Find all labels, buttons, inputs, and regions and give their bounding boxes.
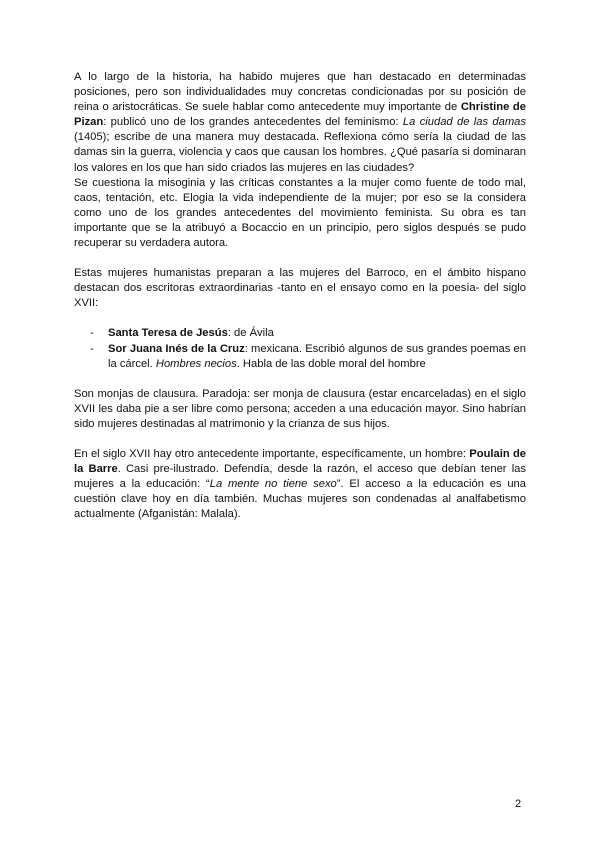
list-dash: - [90,342,94,355]
list-item-sor-juana [74,342,526,372]
author-name-poulain-de-la-barre: Poulain de la Barre [74,447,526,476]
paragraph-poulain-de-la-barre [74,447,526,522]
list-item-santa-teresa [74,326,526,341]
quote-la-mente-no-tiene-sexo: La mente no tiene sexo [209,478,337,491]
writer-name-santa-teresa: Santa Teresa de Jesús [108,327,228,340]
paragraph-spacer [74,372,526,387]
page-number: 2 [515,798,522,810]
text-run: : de Ávila [227,327,274,340]
text-run: En el siglo XVII hay otro antecedente importante, específicamente, un hombre: [74,447,470,460]
text-run: A lo largo de la historia, ha habido mujeres que han destacado en determinadas posiciones, pero son individualidades muy concretas condicionadas por su posición de reina o aristocráticas. Se suele hablar como antecedente muy importante de [74,71,526,114]
paragraph-monjas-de-clausura: Son monjas de clausura. Paradoja: ser monja de clausura (estar encarceladas) en el siglo XVII les daba pie a ser libre como persona; acceden a una educación mayor. Sino habrían sido mujeres destinadas al matrimonio y la crianza de sus hijos. [74,387,526,430]
writers-list [74,326,526,371]
text-run: : publicó uno de los grandes antecedentes del feminismo: [103,116,403,129]
document-page [74,70,526,522]
paragraph-spacer [74,311,526,326]
paragraph-spacer [74,432,526,447]
text-run: (1405); escribe de una manera muy destacada. Reflexiona cómo sería la ciudad de las damas sin la guerra, violencia y caos que causan los hombres. ¿Qué pasaría si dominaran los valores en los que han sido criados las mujeres en las ciudades? [74,131,526,174]
paragraph-christine-de-pizan [74,70,526,176]
writer-name-sor-juana: Sor Juana Inés de la Cruz [108,342,245,355]
author-name-christine-de-pizan: Christine de Pizan [74,101,526,129]
paragraph-misoginia: Se cuestiona la misoginia y las críticas constantes a la mujer como fuente de todo mal, caos, tentación, etc. Elogia la vida independiente de la mujer; por eso se la considera como uno de los grandes antecedentes del movimiento feminista. Su obra es tan importante que se la atribuyó a Bocaccio en un principio, pero siglos después se pudo recuperar su verdadera autora. [74,176,526,250]
text-run: . Casi pre-ilustrado. Defendía, desde la razón, el acceso que debían tener las mujeres a la educación: “ [74,463,526,491]
text-run: : mexicana. Escribió algunos de sus grandes poemas en la cárcel. [108,342,526,370]
paragraph-mujeres-humanistas: Estas mujeres humanistas preparan a las mujeres del Barroco, en el ámbito hispano destacan dos escritoras extraordinarias -tanto en el ensayo como en la poesía- del siglo XVII: [74,267,526,310]
work-title-la-ciudad-de-las-damas: La ciudad de las damas [402,116,527,129]
paragraph-spacer [74,251,526,266]
list-dash: - [90,327,94,340]
text-run: . Habla de las doble moral del hombre [236,357,426,370]
work-title-hombres-necios: Hombres necios [155,357,237,370]
text-run: ”. El acceso a la educación es una cuestión clave hoy en día también. Muchas mujeres son condenadas al analfabetismo actualmente (Afganistán: Malala). [74,478,526,521]
